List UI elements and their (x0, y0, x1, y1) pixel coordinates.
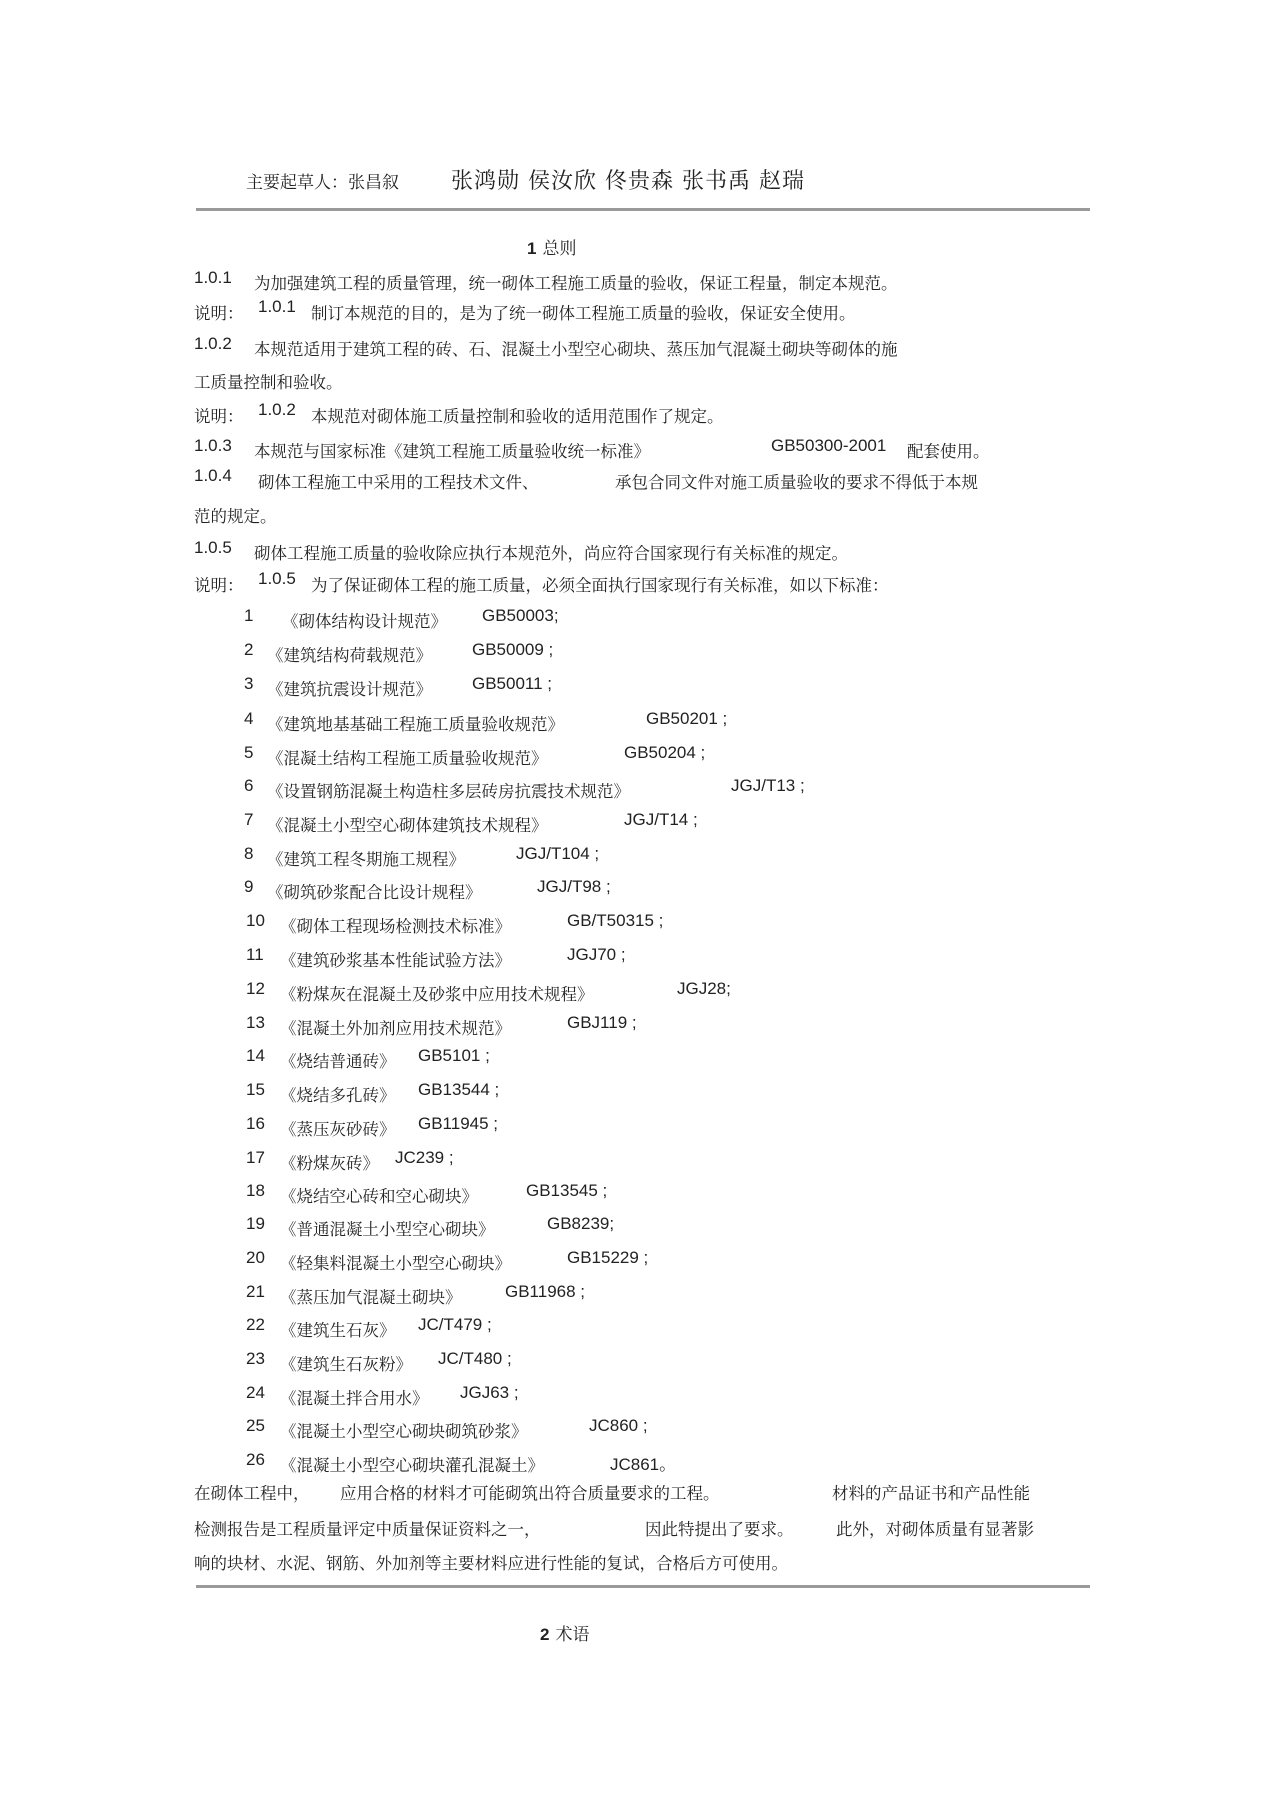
reference-title: 《建筑砂浆基本性能试验方法》 (280, 951, 511, 970)
standard-code: GB50300-2001 (771, 436, 887, 455)
reference-title: 《混凝土小型空心砌体建筑技术规程》 (267, 816, 548, 835)
reference-title: 《建筑工程冬期施工规程》 (267, 850, 465, 869)
clause-number: 1.0.2 (194, 334, 232, 353)
reference-index: 5 (244, 743, 254, 762)
reference-code: GB50003; (482, 606, 559, 625)
reference-code: GB15229 ; (567, 1248, 649, 1267)
reference-code: GB50204 ; (624, 743, 706, 762)
reference-title: 《砌体结构设计规范》 (282, 612, 447, 631)
drafters-names: 张鸿勋 侯汝欣 佟贵森 张书禹 赵瑞 (451, 169, 805, 194)
reference-code: JC861。 (610, 1455, 677, 1474)
clause-number: 1.0.4 (194, 466, 232, 485)
reference-index: 19 (246, 1214, 265, 1233)
reference-code: JGJ28; (677, 979, 731, 998)
note-number: 1.0.1 (258, 297, 296, 316)
reference-index: 4 (244, 709, 254, 728)
reference-index: 13 (246, 1013, 265, 1032)
reference-index: 25 (246, 1416, 265, 1435)
reference-code: GB11968 ; (505, 1282, 586, 1301)
reference-title: 《砌体工程现场检测技术标准》 (280, 917, 511, 936)
reference-title: 《粉煤灰砖》 (280, 1154, 379, 1173)
reference-title: 《混凝土外加剂应用技术规范》 (280, 1019, 511, 1038)
clause-number: 1.0.1 (194, 268, 232, 287)
reference-index: 22 (246, 1315, 265, 1334)
reference-code: GB13545 ; (526, 1181, 608, 1200)
reference-code: GB/T50315 ; (567, 911, 664, 930)
reference-title: 《混凝土拌合用水》 (280, 1389, 429, 1408)
reference-title: 《烧结普通砖》 (280, 1052, 396, 1071)
note-label: 说明： (194, 407, 244, 426)
reference-title: 《建筑结构荷载规范》 (267, 646, 432, 665)
reference-code: JC/T479 ; (418, 1315, 492, 1334)
reference-code: JGJ70 ; (567, 945, 626, 964)
closing-text: 应用合格的材料才可能砌筑出符合质量要求的工程。 (340, 1484, 720, 1503)
note-text: 制订本规范的目的，是为了统一砌体工程施工质量的验收，保证安全使用。 (311, 304, 856, 323)
closing-text: 因此特提出了要求。 (645, 1520, 794, 1539)
closing-text: 在砌体工程中， (194, 1484, 310, 1503)
bottom-divider (196, 1585, 1090, 1588)
section-1-title: 总则 (542, 239, 577, 259)
clause-text-tail: 配套使用。 (907, 442, 990, 461)
reference-index: 6 (244, 776, 254, 795)
closing-text: 响的块材、水泥、钢筋、外加剂等主要材料应进行性能的复试，合格后方可使用。 (194, 1554, 788, 1573)
clause-text: 砌体工程施工质量的验收除应执行本规范外，尚应符合国家现行有关标准的规定。 (254, 544, 848, 563)
reference-title: 《混凝土小型空心砌块灌孔混凝土》 (280, 1456, 544, 1475)
note-number: 1.0.2 (258, 400, 296, 419)
clause-text-cont: 范的规定。 (194, 507, 277, 526)
top-divider (196, 208, 1090, 211)
reference-code: GB13544 ; (418, 1080, 500, 1099)
reference-code: GB8239; (547, 1214, 615, 1233)
reference-index: 15 (246, 1080, 265, 1099)
reference-index: 3 (244, 674, 254, 693)
reference-code: JC860 ; (589, 1416, 648, 1435)
reference-title: 《建筑地基基础工程施工质量验收规范》 (267, 715, 564, 734)
reference-code: JGJ/T14 ; (624, 810, 698, 829)
clause-text: 本规范适用于建筑工程的砖、石、混凝土小型空心砌块、蒸压加气混凝土砌块等砌体的施 (254, 340, 898, 359)
reference-index: 7 (244, 810, 254, 829)
reference-index: 23 (246, 1349, 265, 1368)
reference-index: 24 (246, 1383, 265, 1402)
section-2-title: 术语 (555, 1625, 590, 1645)
clause-text: 本规范与国家标准《建筑工程施工质量验收统一标准》 (254, 442, 650, 461)
reference-code: GB11945 ; (418, 1114, 499, 1133)
clause-text: 承包合同文件对施工质量验收的要求不得低于本规 (615, 473, 978, 492)
reference-title: 《建筑抗震设计规范》 (267, 680, 432, 699)
drafters-label: 主要起草人：张昌叙 (246, 173, 399, 193)
reference-index: 8 (244, 844, 254, 863)
reference-title: 《粉煤灰在混凝土及砂浆中应用技术规程》 (280, 985, 594, 1004)
reference-index: 9 (244, 877, 254, 896)
reference-index: 16 (246, 1114, 265, 1133)
reference-index: 21 (246, 1282, 265, 1301)
reference-title: 《混凝土小型空心砌块砌筑砂浆》 (280, 1422, 528, 1441)
closing-text: 此外，对砌体质量有显著影 (836, 1520, 1034, 1539)
reference-code: GB5101 ; (418, 1046, 490, 1065)
reference-title: 《轻集料混凝土小型空心砌块》 (280, 1254, 511, 1273)
reference-code: GB50011 ; (472, 674, 553, 693)
clause-text: 砌体工程施工中采用的工程技术文件、 (258, 473, 539, 492)
section-1-heading (527, 234, 576, 259)
clause-1-0-1 (194, 268, 232, 288)
note-number: 1.0.5 (258, 569, 296, 588)
note-label: 说明： (194, 576, 244, 595)
note-text: 为了保证砌体工程的施工质量，必须全面执行国家现行有关标准，如以下标准： (311, 576, 889, 595)
note-text: 本规范对砌体施工质量控制和验收的适用范围作了规定。 (311, 407, 724, 426)
reference-index: 10 (246, 911, 265, 930)
reference-title: 《蒸压灰砂砖》 (280, 1120, 396, 1139)
reference-title: 《建筑生石灰粉》 (280, 1355, 412, 1374)
reference-code: JGJ63 ; (460, 1383, 519, 1402)
reference-code: JGJ/T104 ; (516, 844, 600, 863)
section-1-number: 1 (527, 239, 537, 258)
reference-index: 1 (244, 606, 254, 625)
reference-title: 《普通混凝土小型空心砌块》 (280, 1220, 495, 1239)
reference-index: 20 (246, 1248, 265, 1267)
section-2-number: 2 (540, 1625, 550, 1644)
reference-code: JC/T480 ; (438, 1349, 512, 1368)
reference-title: 《蒸压加气混凝土砌块》 (280, 1288, 462, 1307)
reference-title: 《设置钢筋混凝土构造柱多层砖房抗震技术规范》 (267, 782, 630, 801)
reference-code: JGJ/T13 ; (731, 776, 805, 795)
closing-text: 材料的产品证书和产品性能 (832, 1484, 1030, 1503)
reference-code: GBJ119 ; (567, 1013, 637, 1032)
reference-title: 《建筑生石灰》 (280, 1321, 396, 1340)
reference-index: 14 (246, 1046, 265, 1065)
reference-title: 《烧结多孔砖》 (280, 1086, 396, 1105)
clause-text-cont: 工质量控制和验收。 (194, 373, 343, 392)
reference-code: JC239 ; (395, 1148, 454, 1167)
reference-code: GB50201 ; (646, 709, 728, 728)
section-2-heading (540, 1620, 589, 1645)
clause-text: 为加强建筑工程的质量管理，统一砌体工程施工质量的验收，保证工程量，制定本规范。 (254, 274, 898, 293)
reference-index: 17 (246, 1148, 265, 1167)
reference-code: JGJ/T98 ; (537, 877, 611, 896)
note-label: 说明： (194, 304, 244, 323)
reference-title: 《混凝土结构工程施工质量验收规范》 (267, 749, 548, 768)
reference-index: 18 (246, 1181, 265, 1200)
reference-index: 26 (246, 1450, 265, 1469)
reference-title: 《砌筑砂浆配合比设计规程》 (267, 883, 482, 902)
reference-index: 11 (246, 945, 264, 964)
reference-title: 《烧结空心砖和空心砌块》 (280, 1187, 478, 1206)
closing-text: 检测报告是工程质量评定中质量保证资料之一， (194, 1520, 541, 1539)
clause-number: 1.0.5 (194, 538, 232, 557)
reference-code: GB50009 ; (472, 640, 554, 659)
clause-number: 1.0.3 (194, 436, 232, 455)
reference-index: 12 (246, 979, 265, 998)
reference-index: 2 (244, 640, 254, 659)
